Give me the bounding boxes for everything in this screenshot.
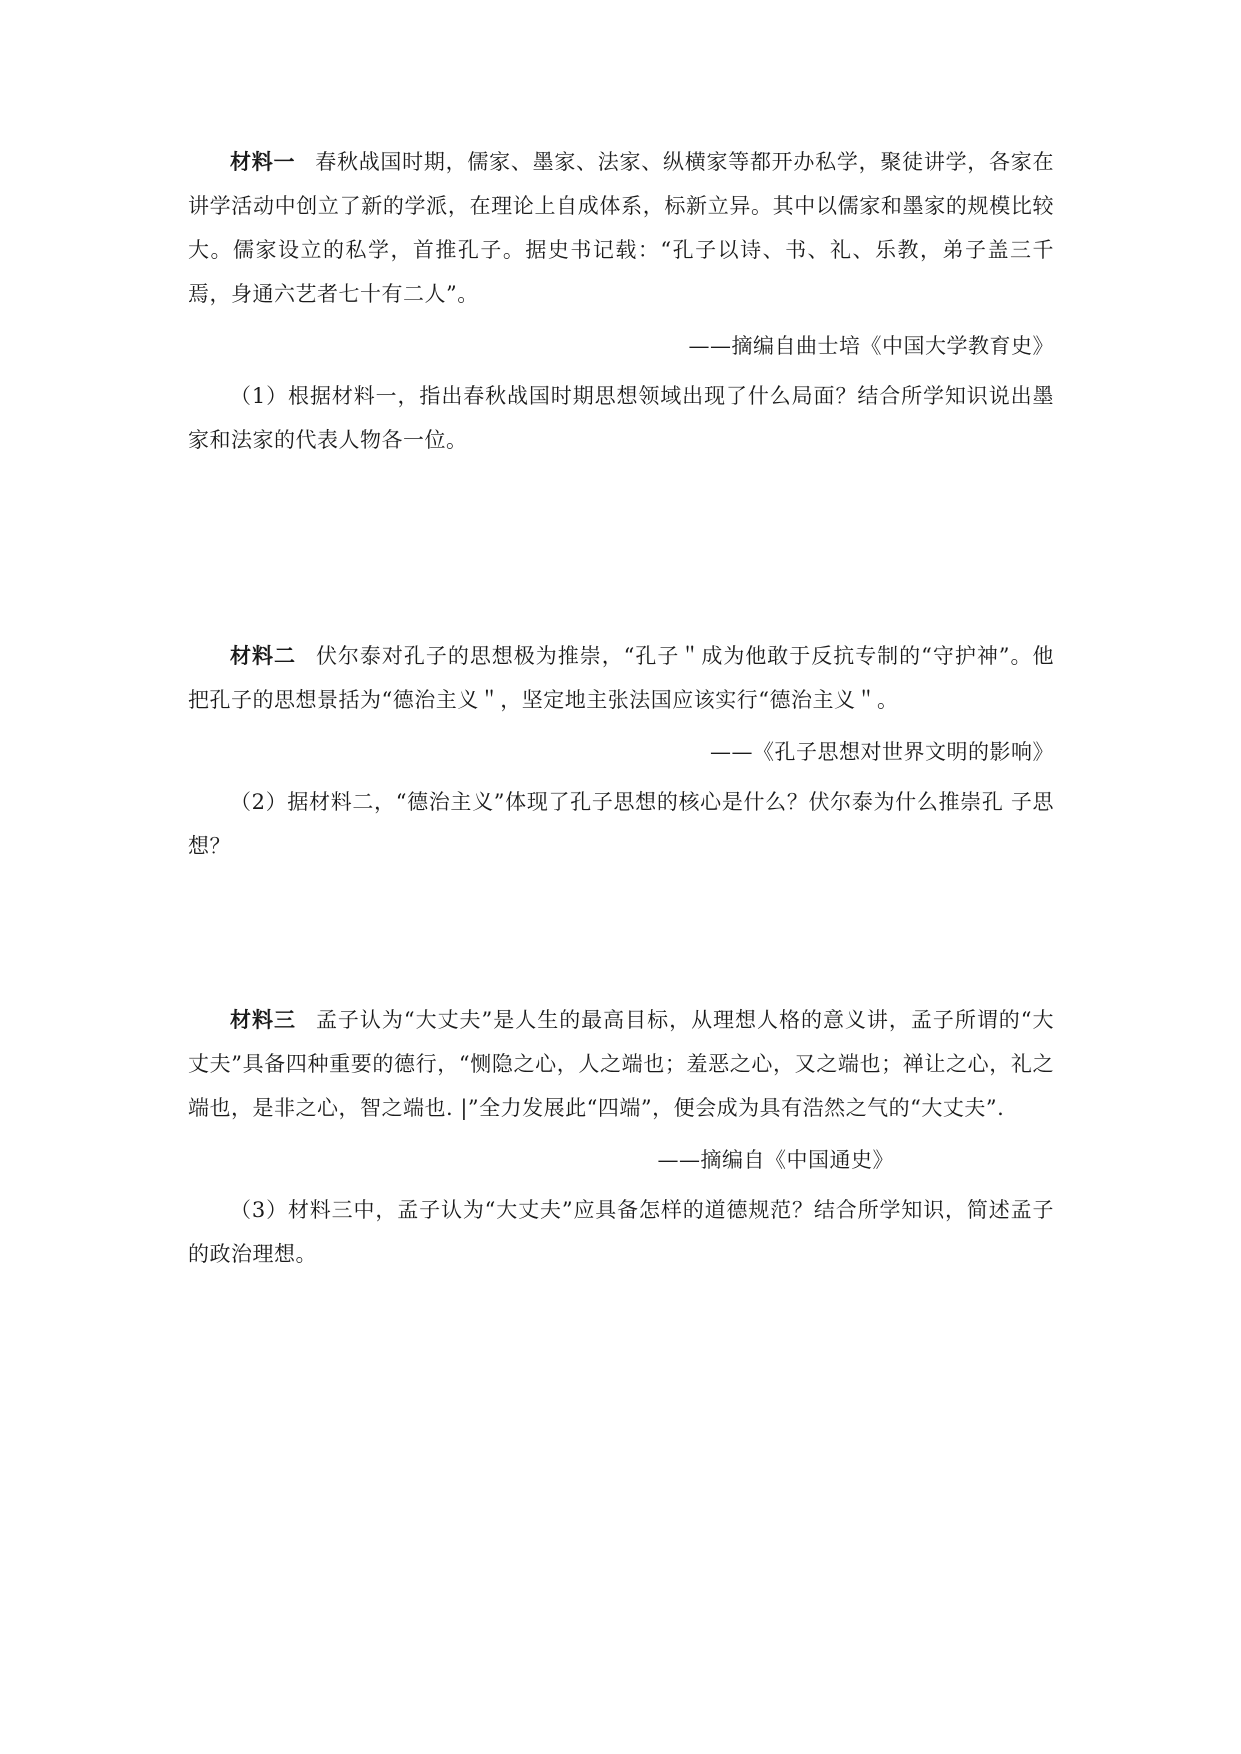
- material-two-source: ——《孔子思想对世界文明的影响》: [710, 740, 1054, 764]
- material-one-source: ——摘编自曲士培《中国大学教育史》: [688, 334, 1054, 358]
- material-two-paragraph: [188, 634, 1054, 722]
- material-three-text: 孟子认为“大丈夫”是人生的最高目标，从理想人格的意义讲，孟子所谓的“大丈夫”具备四种重要的德行，“恻隐之心，人之端也；羞恶之心，又之端也；禅让之心，礼之端也，是非之心，智之端也. |”全力发展此“四端”，便会成为具有浩然之气的“大丈夫”.: [188, 1008, 1054, 1120]
- material-one-label: 材料一: [230, 149, 296, 174]
- material-three-section: [188, 998, 1054, 1276]
- material-one-section: [188, 140, 1054, 462]
- question-three: （3）材料三中，孟子认为“大丈夫”应具备怎样的道德规范？结合所学知识，简述孟子的政治理想。: [188, 1198, 1054, 1266]
- question-two: （2）据材料二，“德治主义”体现了孔子思想的核心是什么？伏尔泰为什么推崇孔 子思想？: [188, 790, 1054, 858]
- material-one-paragraph: [188, 140, 1054, 316]
- material-one-text: 春秋战国时期，儒家、墨家、法家、纵横家等都开办私学，聚徒讲学，各家在讲学活动中创立了新的学派，在理论上自成体系，标新立异。其中以儒家和墨家的规模比较大。儒家设立的私学，首推孔子。据史书记载：“孔子以诗、书、礼、乐教，弟子盖三千焉，身通六艺者七十有二人”。: [188, 150, 1055, 306]
- material-two-section: [188, 634, 1054, 868]
- material-two-text: 伏尔泰对孔子的思想极为推崇，“孔子＂成为他敢于反抗专制的“守护神”。他把孔子的思想景括为“德治主义＂，坚定地主张法国应该实行“德治主义＂。: [188, 644, 1054, 712]
- material-three-source: ——摘编自《中国通史》: [657, 1148, 894, 1172]
- question-one: （1）根据材料一，指出春秋战国时期思想领域出现了什么局面？结合所学知识说出墨家和法家的代表人物各一位。: [188, 384, 1054, 452]
- material-two-label: 材料二: [230, 643, 296, 668]
- material-three-paragraph: [188, 998, 1054, 1130]
- material-three-label: 材料三: [230, 1007, 296, 1032]
